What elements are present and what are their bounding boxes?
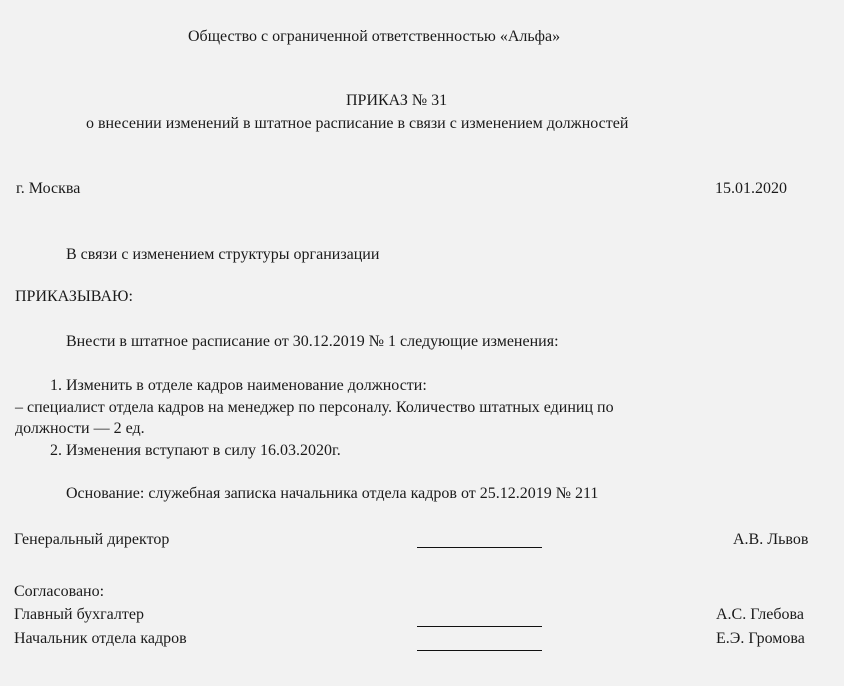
accountant-title: Главный бухгалтер — [14, 606, 144, 623]
organization-name: Общество с ограниченной ответственностью «Альфа» — [188, 28, 561, 45]
reason-text: В связи с изменением структуры организации — [66, 246, 380, 263]
hr-head-name: Е.Э. Громова — [716, 630, 805, 647]
item-1-line-3: должности — 2 ед. — [15, 420, 145, 437]
city: г. Москва — [16, 180, 81, 197]
order-word: ПРИКАЗЫВАЮ: — [15, 288, 133, 305]
director-title: Генеральный директор — [14, 531, 170, 548]
agreed-label: Согласовано: — [14, 583, 105, 600]
order-subtitle: о внесении изменений в штатное расписание в связи с изменением должностей — [86, 115, 629, 132]
order-date: 15.01.2020 — [715, 180, 787, 197]
item-1-line-2: – специалист отдела кадров на менеджер по персоналу. Количество штатных единиц по — [15, 399, 614, 416]
accountant-signature-line — [417, 626, 542, 627]
item-1-line-1: 1. Изменить в отделе кадров наименование должности: — [50, 377, 427, 394]
director-name: А.В. Львов — [733, 531, 809, 548]
accountant-name: А.С. Глебова — [716, 606, 804, 623]
director-signature-line — [417, 547, 542, 548]
instruction-text: Внести в штатное расписание от 30.12.2019 № 1 следующие изменения: — [66, 333, 559, 350]
item-2: 2. Изменения вступают в силу 16.03.2020г. — [50, 442, 341, 459]
hr-head-signature-line — [417, 650, 542, 651]
basis-text: Основание: служебная записка начальника отдела кадров от 25.12.2019 № 211 — [66, 485, 599, 502]
order-title: ПРИКАЗ № 31 — [346, 92, 448, 109]
hr-head-title: Начальник отдела кадров — [14, 630, 187, 647]
